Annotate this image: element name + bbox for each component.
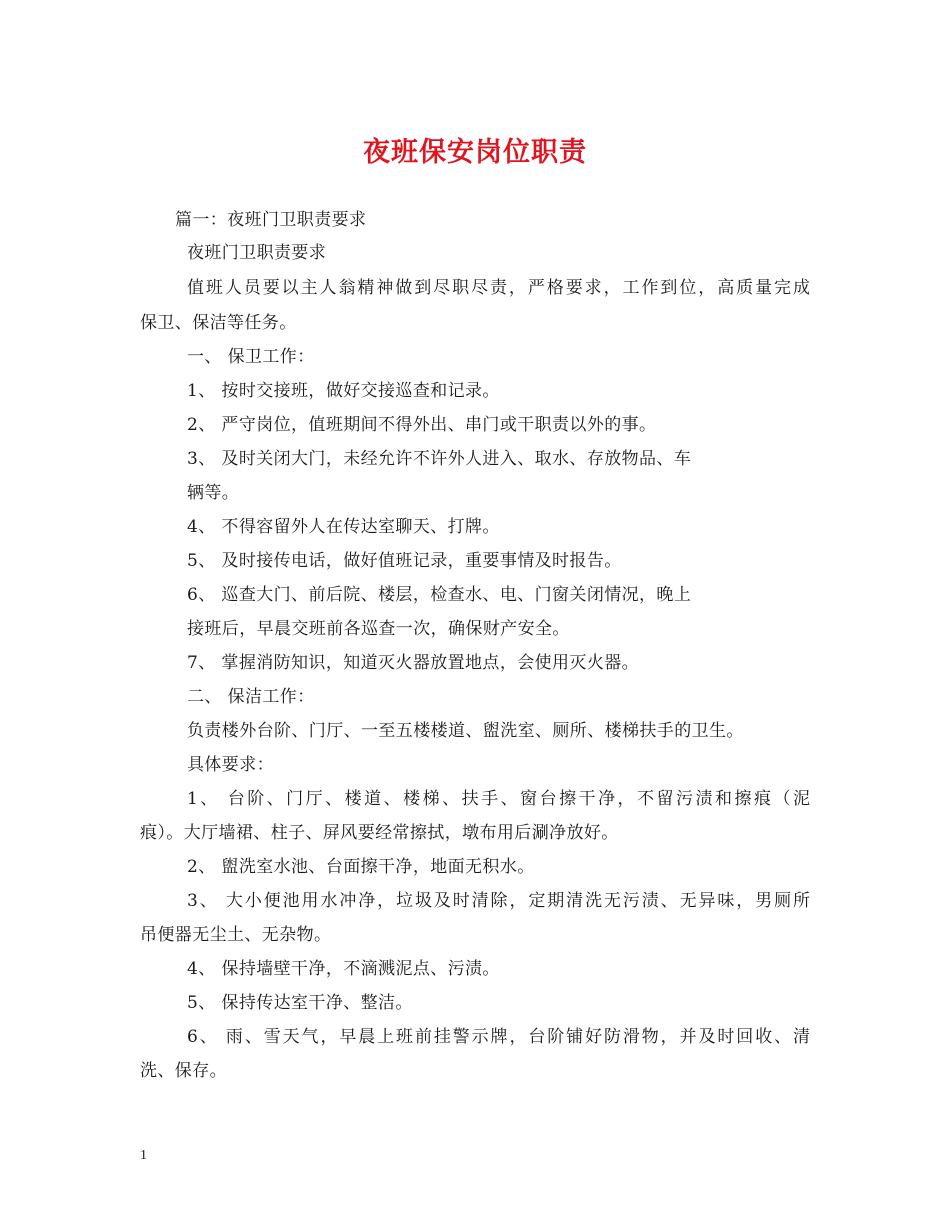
list-item: 5、 及时接传电话，做好值班记录，重要事情及时报告。 — [187, 551, 622, 571]
section-heading: 篇一：夜班门卫职责要求 — [175, 210, 367, 230]
paragraph-line: 保卫、保洁等任务。 — [140, 313, 297, 333]
list-item: 1、 台阶、门厅、楼道、楼梯、扶手、窗台擦干净，不留污渍和擦痕（泥 — [187, 789, 810, 809]
list-item: 5、 保持传达室干净、整洁。 — [187, 993, 413, 1013]
list-item-cont: 痕）。大厅墙裙、柱子、屏风要经常擦拭，墩布用后涮净放好。 — [140, 823, 619, 843]
list-item-cont: 辆等。 — [187, 483, 240, 503]
page-title: 夜班保安岗位职责 — [363, 137, 587, 168]
list-item: 2、 盥洗室水池、台面擦干净，地面无积水。 — [187, 857, 535, 877]
list-item: 6、 雨、雪天气，早晨上班前挂警示牌，台阶铺好防滑物，并及时回收、清 — [187, 1027, 810, 1047]
list-heading: 二、 保洁工作： — [187, 687, 315, 707]
paragraph-line: 具体要求： — [187, 755, 274, 775]
list-item: 1、 按时交接班，做好交接巡查和记录。 — [187, 381, 500, 401]
list-heading: 一、 保卫工作： — [187, 347, 315, 367]
paragraph-line: 负责楼外台阶、门厅、一至五楼楼道、盥洗室、厕所、楼梯扶手的卫生。 — [187, 721, 744, 741]
list-item: 4、 不得容留外人在传达室聊天、打牌。 — [187, 517, 500, 537]
list-item: 2、 严守岗位，值班期间不得外出、串门或干职责以外的事。 — [187, 415, 657, 435]
list-item: 3、 及时关闭大门，未经允许不许外人进入、取水、存放物品、车 — [187, 449, 692, 469]
list-item: 4、 保持墙壁干净，不滴溅泥点、污渍。 — [187, 959, 500, 979]
list-item: 3、 大小便池用水冲净，垃圾及时清除，定期清洗无污渍、无异味，男厕所 — [187, 891, 810, 911]
list-item: 7、 掌握消防知识，知道灭火器放置地点，会使用灭火器。 — [187, 653, 640, 673]
list-item-cont: 接班后，早晨交班前各巡查一次，确保财产安全。 — [187, 619, 570, 639]
subheading: 夜班门卫职责要求 — [187, 243, 327, 263]
page-number: 1 — [140, 1148, 147, 1163]
list-item: 6、 巡查大门、前后院、楼层，检查水、电、门窗关闭情况，晚上 — [187, 585, 692, 605]
list-item-cont: 洗、保存。 — [140, 1061, 227, 1081]
list-item-cont: 吊便器无尘土、无杂物。 — [140, 925, 332, 945]
paragraph-line: 值班人员要以主人翁精神做到尽职尽责，严格要求，工作到位，高质量完成 — [187, 278, 810, 298]
